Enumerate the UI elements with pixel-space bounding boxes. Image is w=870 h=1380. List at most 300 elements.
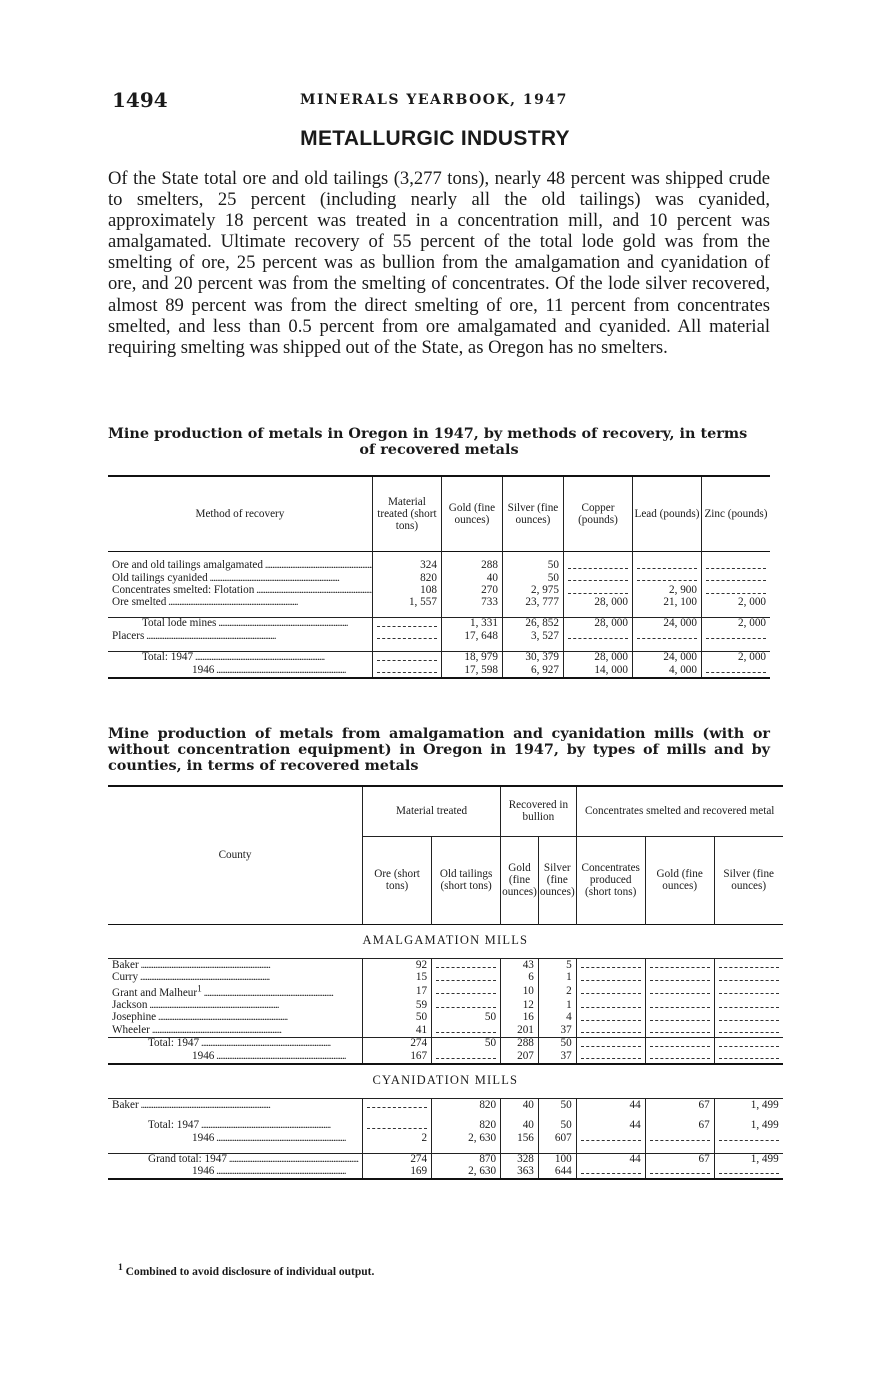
spacer-cell <box>363 1112 432 1120</box>
dash-leader <box>706 664 766 673</box>
spacer-cell <box>372 609 441 618</box>
dash-leader <box>719 1132 779 1141</box>
t1-header-silver: Silver (fine ounces) <box>502 476 563 551</box>
cell-value: 6 <box>501 972 539 985</box>
spacer-cell <box>108 1145 363 1154</box>
dash-leader <box>581 985 641 994</box>
row-label <box>108 1099 363 1112</box>
table2-caption: Mine production of metals from amalgamation and cyanidation mills (with or without concentration equipment) in Oregon in 1947, by types of mills and by counties, in terms of recovered metals <box>108 725 770 774</box>
cell-value: 607 <box>538 1132 576 1145</box>
t1-row <box>108 597 770 609</box>
dash-leader <box>719 1038 779 1047</box>
spacer-cell <box>372 643 441 652</box>
cell-value: 44 <box>576 1120 645 1133</box>
t2-grand-total-row <box>108 1165 783 1179</box>
dash-leader <box>581 1165 641 1174</box>
spacer-cell <box>563 609 632 618</box>
row-label-text: Old tailings cyanided ..... <box>112 572 339 584</box>
cell-value: 59 <box>363 999 432 1012</box>
cell-value: 167 <box>363 1050 432 1064</box>
cell-value <box>372 664 441 678</box>
cell-value <box>714 1132 783 1145</box>
cell-value: 1, 499 <box>714 1099 783 1112</box>
t2-row <box>108 984 783 999</box>
cell-value: 5 <box>538 959 576 972</box>
dash-leader <box>650 1012 710 1021</box>
cell-value: 23, 777 <box>502 597 563 609</box>
spacer-cell <box>108 609 372 618</box>
dash-leader <box>650 1165 710 1174</box>
cell-value: 2, 000 <box>701 651 770 664</box>
t1-row <box>108 572 770 585</box>
dash-leader <box>367 1099 427 1108</box>
cell-value: 1, 331 <box>441 617 502 630</box>
cell-value: 820 <box>432 1120 501 1133</box>
cell-value: 21, 100 <box>632 597 701 609</box>
table1-caption-line2: of recovered metals <box>359 441 519 458</box>
dash-leader <box>436 1024 496 1033</box>
footnote-ref: 1 <box>197 984 202 994</box>
cell-value: 24, 000 <box>632 651 701 664</box>
row-label-text: Baker ..... <box>112 1099 270 1111</box>
t2-sub-bullion-silver: Silver (fine ounces) <box>538 836 576 924</box>
cell-value <box>563 572 632 585</box>
row-label <box>108 585 372 598</box>
cell-value: 2, 630 <box>432 1165 501 1179</box>
cell-value: 1, 499 <box>714 1120 783 1133</box>
cell-value: 2, 000 <box>701 597 770 609</box>
t2-row <box>108 1024 783 1037</box>
cell-value: 10 <box>501 984 539 999</box>
section-label: CYANIDATION MILLS <box>372 1072 519 1087</box>
t2-sub-bullion-gold: Gold (fine ounces) <box>501 836 539 924</box>
dash-leader <box>377 618 437 627</box>
spacer-cell <box>701 643 770 652</box>
cell-value <box>432 1050 501 1064</box>
dash-leader <box>377 664 437 673</box>
spacer-row <box>108 551 770 560</box>
spacer-cell <box>108 551 372 560</box>
cell-value <box>714 1050 783 1064</box>
t2-sub-ore: Ore (short tons) <box>363 836 432 924</box>
dash-leader <box>377 652 437 661</box>
spacer-cell <box>701 551 770 560</box>
cell-value: 24, 000 <box>632 617 701 630</box>
row-label <box>108 572 372 585</box>
row-label-text: Total: 1947 ..... <box>148 1120 330 1132</box>
row-label-text: Jackson ..... <box>112 999 279 1011</box>
cell-value: 274 <box>363 1037 432 1050</box>
dash-leader <box>367 1120 427 1129</box>
row-label-text: Ore and old tailings amalgamated ..... <box>112 560 372 572</box>
cell-value <box>714 1012 783 1025</box>
cell-value: 41 <box>363 1024 432 1037</box>
row-label <box>108 972 363 985</box>
row-label <box>108 597 372 609</box>
cell-value <box>645 959 714 972</box>
dash-leader <box>706 572 766 581</box>
cell-value <box>576 959 645 972</box>
spacer-cell <box>563 643 632 652</box>
cell-value: 40 <box>501 1099 539 1112</box>
dash-leader <box>650 999 710 1008</box>
row-label <box>108 984 363 999</box>
cell-value: 44 <box>576 1153 645 1165</box>
footnote <box>118 1262 374 1278</box>
cell-value <box>432 999 501 1012</box>
dash-leader <box>719 972 779 981</box>
row-label-text: Grand total: 1947 ..... <box>148 1153 358 1165</box>
dash-leader <box>581 999 641 1008</box>
cell-value: 67 <box>645 1120 714 1133</box>
cell-value <box>576 1012 645 1025</box>
t2-group-bullion: Recovered in bullion <box>501 786 577 836</box>
row-label <box>108 1024 363 1037</box>
dash-leader <box>706 560 766 569</box>
cell-value <box>432 959 501 972</box>
cell-value <box>576 1165 645 1179</box>
cell-value <box>576 972 645 985</box>
cell-value <box>632 572 701 585</box>
cell-value: 50 <box>502 560 563 573</box>
row-label <box>108 617 372 630</box>
dash-leader <box>650 972 710 981</box>
dash-leader <box>719 959 779 968</box>
cell-value: 43 <box>501 959 539 972</box>
cell-value: 16 <box>501 1012 539 1025</box>
dash-leader <box>719 1050 779 1059</box>
running-title: MINERALS YEARBOOK, 1947 <box>300 92 568 108</box>
row-label-text: Total: 1947 ..... <box>148 1037 330 1049</box>
cell-value <box>576 1024 645 1037</box>
table-methods-of-recovery <box>108 475 770 679</box>
spacer-cell <box>714 1145 783 1154</box>
t2-total-row <box>108 1037 783 1050</box>
row-label-text: Grant and Malheur$^1$ ..... <box>112 987 333 999</box>
spacer-cell <box>538 1145 576 1154</box>
row-label <box>108 1153 363 1165</box>
dash-leader <box>581 1024 641 1033</box>
cell-value: 108 <box>372 585 441 598</box>
footnote-mark: 1 <box>118 1262 123 1273</box>
table-mills-by-county <box>108 785 783 1180</box>
cell-value <box>363 1120 432 1133</box>
cell-value: 40 <box>501 1120 539 1133</box>
cell-value <box>701 572 770 585</box>
cell-value <box>432 984 501 999</box>
row-label-text: Curry ..... <box>112 972 269 984</box>
spacer-cell <box>632 609 701 618</box>
cell-value: 18, 979 <box>441 651 502 664</box>
cell-value: 37 <box>538 1050 576 1064</box>
cell-value: 820 <box>432 1099 501 1112</box>
cell-value <box>645 1132 714 1145</box>
cell-value <box>372 617 441 630</box>
cell-value: 67 <box>645 1099 714 1112</box>
cell-value: 15 <box>363 972 432 985</box>
dash-leader <box>719 1165 779 1174</box>
dash-leader <box>719 1024 779 1033</box>
cell-value: 50 <box>538 1099 576 1112</box>
cell-value <box>645 1165 714 1179</box>
cell-value <box>363 1099 432 1112</box>
cell-value: 44 <box>576 1099 645 1112</box>
cell-value <box>714 984 783 999</box>
cell-value: 1, 557 <box>372 597 441 609</box>
cell-value: 14, 000 <box>563 664 632 678</box>
dash-leader <box>436 985 496 994</box>
row-label-text: 1946 ..... <box>192 664 346 676</box>
dash-leader <box>650 1050 710 1059</box>
row-label <box>108 1012 363 1025</box>
cell-value: 4 <box>538 1012 576 1025</box>
t1-total-row <box>108 651 770 664</box>
spacer-row <box>108 609 770 618</box>
spacer-cell <box>502 609 563 618</box>
row-label-text: Total lode mines ..... <box>142 617 348 629</box>
cell-value: 201 <box>501 1024 539 1037</box>
row-label-text: 1946 ..... <box>192 1050 346 1062</box>
cell-value <box>576 1037 645 1050</box>
row-label <box>108 1050 363 1064</box>
cell-value: 67 <box>645 1153 714 1165</box>
cell-value <box>563 630 632 643</box>
cell-value <box>701 560 770 573</box>
table1-caption-line1: Mine production of metals in Oregon in 1947, by methods of recovery, in terms <box>108 425 748 442</box>
t2-grand-total-row <box>108 1153 783 1165</box>
dash-leader <box>650 959 710 968</box>
dash-leader <box>706 630 766 639</box>
dash-leader <box>650 1132 710 1141</box>
cell-value: 288 <box>441 560 502 573</box>
amalgamation-section-heading <box>108 924 783 959</box>
t1-header-method: Method of recovery <box>195 507 285 520</box>
spacer-cell <box>501 1145 539 1154</box>
cell-value <box>714 1165 783 1179</box>
cell-value: 324 <box>372 560 441 573</box>
dash-leader <box>581 1038 641 1047</box>
cell-value: 17, 648 <box>441 630 502 643</box>
t2-rows <box>108 924 783 1179</box>
body-paragraph: Of the State total ore and old tailings (3,277 tons), nearly 48 percent was shipped crude to smelters, 25 percent (including nearly all the old tailings) was cyanided, approximately 18 percent was treated in a concentration mill, and 10 percent was amalgamated. Ultimate recovery of 55 percent of the total lode gold was from the smelting of ore, 25 percent was as bullion from the amalgamation and cyanidation of ore, and 20 percent was from the smelting of concentrates. Of the lode silver recovered, almost 89 percent was from the direct smelting of ore, 11 percent from concentrates smelted, and less than 0.5 percent from ore amalgamated and cyanided. All material requiring smelting was shipped out of the State, as Oregon has no smelters. <box>108 168 770 358</box>
row-label <box>108 664 372 678</box>
t2-row <box>108 999 783 1012</box>
dash-leader <box>581 959 641 968</box>
t2-group-concentrates: Concentrates smelted and recovered metal <box>576 786 783 836</box>
cell-value: 28, 000 <box>563 651 632 664</box>
cell-value: 2, 900 <box>632 585 701 598</box>
cell-value <box>563 560 632 573</box>
dash-leader <box>568 630 628 639</box>
t1-header-copper: Copper (pounds) <box>563 476 632 551</box>
dash-leader <box>650 1038 710 1047</box>
row-label <box>108 1037 363 1050</box>
footnote-text: Combined to avoid disclosure of individual output. <box>125 1265 375 1278</box>
row-label-text: Baker ..... <box>112 959 270 971</box>
cell-value: 169 <box>363 1165 432 1179</box>
cell-value: 12 <box>501 999 539 1012</box>
cell-value: 1 <box>538 999 576 1012</box>
row-label <box>108 1120 363 1133</box>
spacer-cell <box>701 609 770 618</box>
cell-value: 50 <box>502 572 563 585</box>
dash-leader <box>436 959 496 968</box>
row-label <box>108 1132 363 1145</box>
row-label-text: Josephine ..... <box>112 1012 287 1024</box>
dash-leader <box>436 972 496 981</box>
dash-leader <box>581 972 641 981</box>
spacer-cell <box>108 643 372 652</box>
cell-value: 28, 000 <box>563 597 632 609</box>
dash-leader <box>706 585 766 594</box>
t2-header-county: County <box>108 786 363 924</box>
row-label <box>108 1165 363 1179</box>
dash-leader <box>637 630 697 639</box>
section-label: AMALGAMATION MILLS <box>362 932 529 947</box>
row-label <box>108 630 372 643</box>
page-number: 1494 <box>112 88 168 112</box>
dash-leader <box>719 985 779 994</box>
spacer-cell <box>108 1112 363 1120</box>
t1-row <box>108 560 770 573</box>
cell-value: 50 <box>432 1012 501 1025</box>
dash-leader <box>650 985 710 994</box>
spacer-cell <box>441 609 502 618</box>
cell-value: 328 <box>501 1153 539 1165</box>
dash-leader <box>581 1132 641 1141</box>
spacer-row <box>108 1112 783 1120</box>
cell-value <box>645 1024 714 1037</box>
cell-value: 50 <box>538 1120 576 1133</box>
cell-value <box>714 999 783 1012</box>
cell-value: 100 <box>538 1153 576 1165</box>
t2-sub-conc-gold: Gold (fine ounces) <box>645 836 714 924</box>
cell-value: 3, 527 <box>502 630 563 643</box>
cell-value: 30, 379 <box>502 651 563 664</box>
t1-subtotal-row <box>108 630 770 643</box>
cell-value: 363 <box>501 1165 539 1179</box>
row-label-text: Concentrates smelted: Flotation ..... <box>112 585 372 597</box>
cell-value: 40 <box>441 572 502 585</box>
dash-leader <box>637 572 697 581</box>
t2-total-row <box>108 1120 783 1133</box>
cell-value <box>701 630 770 643</box>
cell-value: 1 <box>538 972 576 985</box>
spacer-cell <box>632 643 701 652</box>
t1-header-lead: Lead (pounds) <box>632 476 701 551</box>
t1-rows <box>108 551 770 678</box>
spacer-cell <box>563 551 632 560</box>
t2-row <box>108 959 783 972</box>
cell-value: 274 <box>363 1153 432 1165</box>
cell-value: 156 <box>501 1132 539 1145</box>
cell-value <box>576 1132 645 1145</box>
t2-group-material: Material treated <box>363 786 501 836</box>
t2-sub-conc-silver: Silver (fine ounces) <box>714 836 783 924</box>
dash-leader <box>436 999 496 1008</box>
cell-value: 50 <box>432 1037 501 1050</box>
dash-leader <box>719 1012 779 1021</box>
t1-header-gold: Gold (fine ounces) <box>441 476 502 551</box>
cell-value: 37 <box>538 1024 576 1037</box>
cell-value: 820 <box>372 572 441 585</box>
cell-value <box>576 984 645 999</box>
cell-value <box>645 972 714 985</box>
cell-value: 17 <box>363 984 432 999</box>
spacer-cell <box>432 1145 501 1154</box>
dash-leader <box>650 1024 710 1033</box>
cell-value: 6, 927 <box>502 664 563 678</box>
dash-leader <box>581 1012 641 1021</box>
table1-caption <box>108 426 770 458</box>
cell-value <box>576 999 645 1012</box>
cell-value <box>701 664 770 678</box>
cell-value: 644 <box>538 1165 576 1179</box>
spacer-row <box>108 1145 783 1154</box>
dash-leader <box>581 1050 641 1059</box>
cell-value: 870 <box>432 1153 501 1165</box>
t1-total-row <box>108 664 770 678</box>
t2-row <box>108 1012 783 1025</box>
t2-row <box>108 972 783 985</box>
cell-value: 50 <box>363 1012 432 1025</box>
cell-value <box>632 560 701 573</box>
cell-value <box>645 1012 714 1025</box>
row-label-text: Total: 1947 ..... <box>142 651 324 663</box>
cell-value <box>714 972 783 985</box>
row-label <box>108 651 372 664</box>
cell-value: 733 <box>441 597 502 609</box>
t2-sub-old-tailings: Old tailings (short tons) <box>432 836 501 924</box>
t2-total-row <box>108 1050 783 1064</box>
cell-value: 2, 000 <box>701 617 770 630</box>
t1-subtotal-row <box>108 617 770 630</box>
row-label <box>108 560 372 573</box>
dash-leader <box>637 560 697 569</box>
cyanidation-section-heading <box>108 1064 783 1099</box>
cell-value: 28, 000 <box>563 617 632 630</box>
spacer-cell <box>632 551 701 560</box>
cell-value: 207 <box>501 1050 539 1064</box>
cell-value: 1, 499 <box>714 1153 783 1165</box>
cell-value: 270 <box>441 585 502 598</box>
dash-leader <box>436 1050 496 1059</box>
cell-value <box>714 959 783 972</box>
cell-value: 4, 000 <box>632 664 701 678</box>
cell-value: 2 <box>363 1132 432 1145</box>
cell-value <box>432 1024 501 1037</box>
row-label-text: 1946 ..... <box>192 1165 346 1177</box>
spacer-cell <box>645 1145 714 1154</box>
cell-value <box>576 1050 645 1064</box>
cell-value: 2, 630 <box>432 1132 501 1145</box>
row-label-text: 1946 ..... <box>192 1132 346 1144</box>
cell-value: 17, 598 <box>441 664 502 678</box>
row-label-text: Placers ..... <box>112 630 275 642</box>
cell-value: 2 <box>538 984 576 999</box>
cell-value <box>372 630 441 643</box>
cell-value <box>645 999 714 1012</box>
cell-value <box>714 1024 783 1037</box>
dash-leader <box>568 585 628 594</box>
cell-value <box>432 972 501 985</box>
row-label-text: Wheeler ..... <box>112 1024 281 1036</box>
cell-value <box>632 630 701 643</box>
cell-value: 2, 975 <box>502 585 563 598</box>
row-label-text: Ore smelted ..... <box>112 597 298 608</box>
spacer-cell <box>576 1145 645 1154</box>
dash-leader <box>719 999 779 1008</box>
